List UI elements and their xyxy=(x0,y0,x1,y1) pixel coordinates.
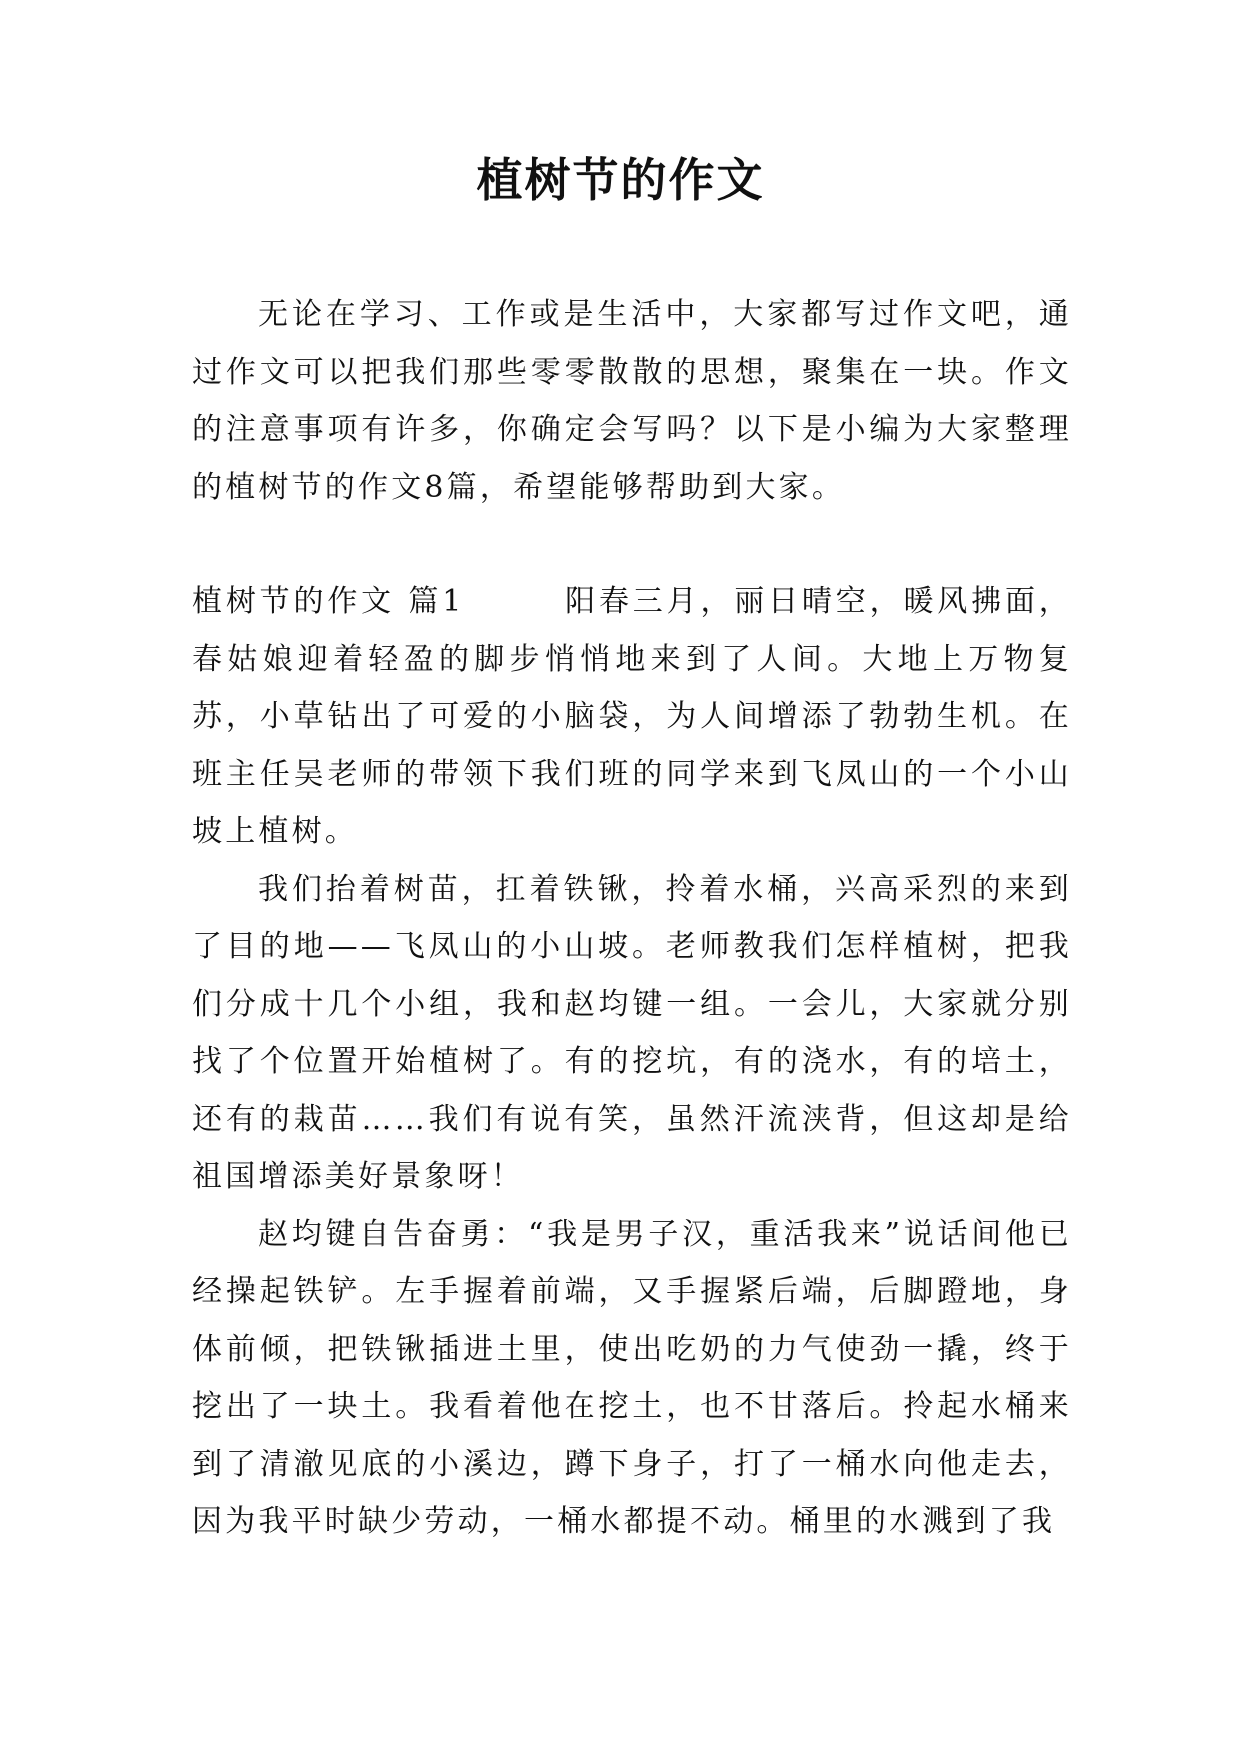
section-1-first-paragraph xyxy=(192,573,1072,861)
section-1-paragraph-1: 阳春三月，丽日晴空，暖风拂面，春姑娘迎着轻盈的脚步悄悄地来到了人间。大地上万物复苏，小草钻出了可爱的小脑袋，为人间增添了勃勃生机。在班主任吴老师的带领下我们班的同学来到飞凤山的一个小山坡上植树。 xyxy=(192,584,1072,849)
document-body xyxy=(192,286,1072,1551)
section-1-heading: 植树节的作文 篇1 xyxy=(192,584,465,619)
document-title: 植树节的作文 xyxy=(476,153,765,207)
section-1-paragraph-3: 赵均键自告奋勇：“我是男子汉，重活我来”说话间他已经操起铁铲。左手握着前端，又手握紧后端，后脚蹬地，身体前倾，把铁锹插进土里，使出吃奶的力气使劲一撬，终于挖出了一块土。我看着他在挖土，也不甘落后。拎起水桶来到了清澈见底的小溪边，蹲下身子，打了一桶水向他走去，因为我平时缺少劳动，一桶水都提不动。桶里的水溅到了我 xyxy=(192,1216,1072,1539)
intro-paragraph: 无论在学习、工作或是生活中，大家都写过作文吧，通过作文可以把我们那些零零散散的思想，聚集在一块。作文的注意事项有许多，你确定会写吗？以下是小编为大家整理的植树节的作文8篇，希望能够帮助到大家。 xyxy=(192,297,1072,505)
section-1-paragraph-2: 我们抬着树苗，扛着铁锹，拎着水桶，兴高采烈的来到了目的地——飞凤山的小山坡。老师教我们怎样植树，把我们分成十几个小组，我和赵均键一组。一会儿，大家就分别找了个位置开始植树了。有的挖坑，有的浇水，有的培土，还有的栽苗……我们有说有笑，虽然汗流浃背，但这却是给祖国增添美好景象呀！ xyxy=(192,871,1072,1194)
